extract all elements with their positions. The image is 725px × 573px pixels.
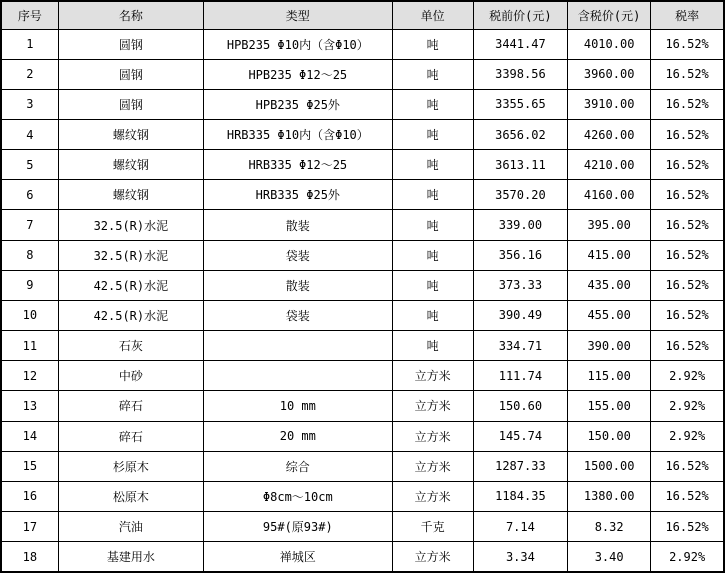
cell-type: HPB235 Φ10内（含Φ10）: [204, 29, 393, 59]
cell-rate: 2.92%: [651, 391, 724, 421]
cell-type: Φ8cm～10cm: [204, 481, 393, 511]
column-header-taxed: 含税价(元): [568, 1, 651, 29]
table-row: [1, 89, 724, 119]
cell-rate: 16.52%: [651, 451, 724, 481]
cell-name: 碎石: [58, 421, 203, 451]
cell-rate: 16.52%: [651, 481, 724, 511]
cell-seq: 5: [1, 150, 58, 180]
cell-taxed: 455.00: [568, 300, 651, 330]
cell-type: 袋装: [204, 240, 393, 270]
cell-type: HRB335 Φ12～25: [204, 150, 393, 180]
cell-name: 圆钢: [58, 59, 203, 89]
cell-name: 松原木: [58, 481, 203, 511]
table-row: [1, 421, 724, 451]
cell-seq: 2: [1, 59, 58, 89]
cell-pretax: 334.71: [473, 331, 567, 361]
column-header-seq: 序号: [1, 1, 58, 29]
column-header-name: 名称: [58, 1, 203, 29]
cell-type: 10 mm: [204, 391, 393, 421]
cell-pretax: 145.74: [473, 421, 567, 451]
cell-type: 散装: [204, 270, 393, 300]
cell-unit: 吨: [392, 150, 473, 180]
cell-pretax: 3355.65: [473, 89, 567, 119]
cell-rate: 16.52%: [651, 180, 724, 210]
cell-taxed: 435.00: [568, 270, 651, 300]
cell-unit: 吨: [392, 119, 473, 149]
cell-rate: 2.92%: [651, 361, 724, 391]
cell-rate: 16.52%: [651, 331, 724, 361]
table-row: [1, 59, 724, 89]
cell-rate: 2.92%: [651, 542, 724, 572]
cell-taxed: 4160.00: [568, 180, 651, 210]
cell-taxed: 4260.00: [568, 119, 651, 149]
cell-name: 圆钢: [58, 89, 203, 119]
cell-taxed: 3.40: [568, 542, 651, 572]
cell-seq: 16: [1, 481, 58, 511]
cell-seq: 4: [1, 119, 58, 149]
cell-seq: 12: [1, 361, 58, 391]
table-row: [1, 391, 724, 421]
table-row: [1, 119, 724, 149]
table-row: [1, 270, 724, 300]
cell-taxed: 8.32: [568, 512, 651, 542]
cell-taxed: 4010.00: [568, 29, 651, 59]
cell-unit: 立方米: [392, 361, 473, 391]
cell-name: 螺纹钢: [58, 180, 203, 210]
cell-type: 散装: [204, 210, 393, 240]
cell-type: HPB235 Φ25外: [204, 89, 393, 119]
cell-seq: 7: [1, 210, 58, 240]
cell-seq: 17: [1, 512, 58, 542]
column-header-type: 类型: [204, 1, 393, 29]
cell-type: [204, 361, 393, 391]
cell-pretax: 1287.33: [473, 451, 567, 481]
cell-taxed: 155.00: [568, 391, 651, 421]
cell-rate: 2.92%: [651, 421, 724, 451]
cell-unit: 立方米: [392, 481, 473, 511]
cell-rate: 16.52%: [651, 89, 724, 119]
cell-unit: 立方米: [392, 421, 473, 451]
cell-pretax: 7.14: [473, 512, 567, 542]
cell-name: 基建用水: [58, 542, 203, 572]
table-row: [1, 451, 724, 481]
cell-seq: 6: [1, 180, 58, 210]
cell-taxed: 415.00: [568, 240, 651, 270]
table-header: [1, 1, 724, 29]
cell-name: 中砂: [58, 361, 203, 391]
cell-rate: 16.52%: [651, 512, 724, 542]
table-row: [1, 512, 724, 542]
cell-unit: 立方米: [392, 391, 473, 421]
cell-seq: 10: [1, 300, 58, 330]
cell-pretax: 390.49: [473, 300, 567, 330]
cell-seq: 14: [1, 421, 58, 451]
cell-pretax: 3613.11: [473, 150, 567, 180]
cell-taxed: 395.00: [568, 210, 651, 240]
header-row: [1, 1, 724, 29]
cell-name: 汽油: [58, 512, 203, 542]
cell-unit: 吨: [392, 59, 473, 89]
cell-unit: 吨: [392, 89, 473, 119]
cell-pretax: 3.34: [473, 542, 567, 572]
cell-rate: 16.52%: [651, 300, 724, 330]
cell-rate: 16.52%: [651, 210, 724, 240]
table-row: [1, 300, 724, 330]
cell-name: 圆钢: [58, 29, 203, 59]
cell-pretax: 111.74: [473, 361, 567, 391]
cell-taxed: 1500.00: [568, 451, 651, 481]
cell-unit: 吨: [392, 270, 473, 300]
cell-type: 禅城区: [204, 542, 393, 572]
cell-unit: 千克: [392, 512, 473, 542]
cell-name: 螺纹钢: [58, 150, 203, 180]
cell-name: 螺纹钢: [58, 119, 203, 149]
column-header-pretax: 税前价(元): [473, 1, 567, 29]
cell-name: 32.5(R)水泥: [58, 240, 203, 270]
cell-rate: 16.52%: [651, 240, 724, 270]
cell-rate: 16.52%: [651, 119, 724, 149]
cell-seq: 9: [1, 270, 58, 300]
cell-unit: 吨: [392, 29, 473, 59]
cell-seq: 13: [1, 391, 58, 421]
cell-name: 碎石: [58, 391, 203, 421]
table-row: [1, 542, 724, 572]
cell-type: 20 mm: [204, 421, 393, 451]
cell-taxed: 115.00: [568, 361, 651, 391]
table-row: [1, 29, 724, 59]
cell-pretax: 150.60: [473, 391, 567, 421]
cell-pretax: 373.33: [473, 270, 567, 300]
cell-type: 综合: [204, 451, 393, 481]
table-row: [1, 180, 724, 210]
cell-unit: 吨: [392, 210, 473, 240]
cell-pretax: 3570.20: [473, 180, 567, 210]
cell-seq: 11: [1, 331, 58, 361]
column-header-rate: 税率: [651, 1, 724, 29]
cell-type: HRB335 Φ10内（含Φ10）: [204, 119, 393, 149]
cell-type: HPB235 Φ12～25: [204, 59, 393, 89]
cell-name: 42.5(R)水泥: [58, 300, 203, 330]
table-row: [1, 240, 724, 270]
cell-pretax: 1184.35: [473, 481, 567, 511]
cell-unit: 立方米: [392, 451, 473, 481]
cell-taxed: 4210.00: [568, 150, 651, 180]
cell-name: 32.5(R)水泥: [58, 210, 203, 240]
cell-unit: 吨: [392, 300, 473, 330]
cell-taxed: 3960.00: [568, 59, 651, 89]
cell-seq: 18: [1, 542, 58, 572]
cell-type: [204, 331, 393, 361]
cell-unit: 吨: [392, 240, 473, 270]
cell-name: 石灰: [58, 331, 203, 361]
cell-rate: 16.52%: [651, 29, 724, 59]
cell-taxed: 1380.00: [568, 481, 651, 511]
cell-rate: 16.52%: [651, 270, 724, 300]
cell-seq: 3: [1, 89, 58, 119]
cell-unit: 吨: [392, 180, 473, 210]
table-row: [1, 331, 724, 361]
cell-pretax: 3398.56: [473, 59, 567, 89]
cell-seq: 15: [1, 451, 58, 481]
cell-name: 42.5(R)水泥: [58, 270, 203, 300]
cell-name: 杉原木: [58, 451, 203, 481]
table-row: [1, 481, 724, 511]
cell-rate: 16.52%: [651, 150, 724, 180]
cell-unit: 吨: [392, 331, 473, 361]
cell-unit: 立方米: [392, 542, 473, 572]
table-body: [1, 29, 724, 572]
cell-type: 袋装: [204, 300, 393, 330]
cell-seq: 8: [1, 240, 58, 270]
cell-type: 95#(原93#): [204, 512, 393, 542]
table-row: [1, 150, 724, 180]
cell-type: HRB335 Φ25外: [204, 180, 393, 210]
cell-taxed: 150.00: [568, 421, 651, 451]
cell-rate: 16.52%: [651, 59, 724, 89]
cell-seq: 1: [1, 29, 58, 59]
cell-taxed: 390.00: [568, 331, 651, 361]
column-header-unit: 单位: [392, 1, 473, 29]
cell-pretax: 339.00: [473, 210, 567, 240]
cell-pretax: 3441.47: [473, 29, 567, 59]
table-row: [1, 361, 724, 391]
cell-pretax: 3656.02: [473, 119, 567, 149]
cell-pretax: 356.16: [473, 240, 567, 270]
table-row: [1, 210, 724, 240]
cell-taxed: 3910.00: [568, 89, 651, 119]
